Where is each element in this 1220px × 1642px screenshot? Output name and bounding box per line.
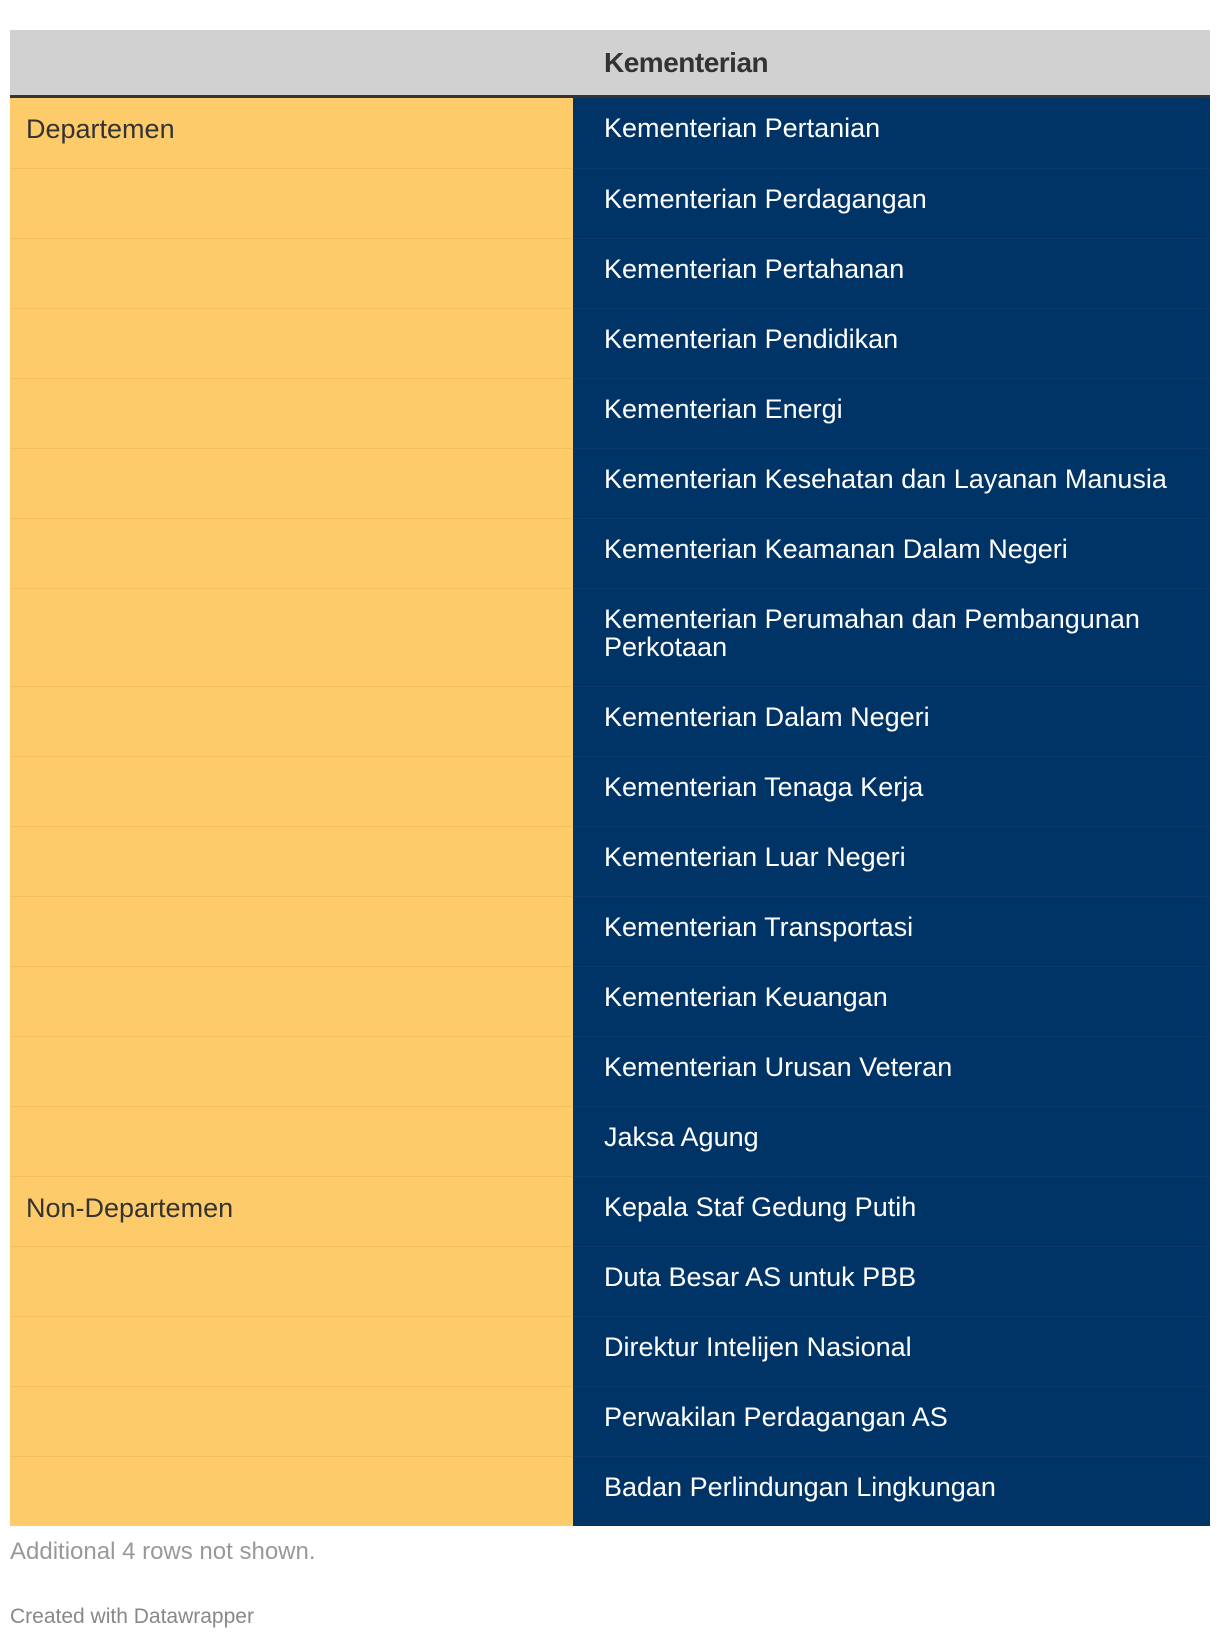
ministry-cell: Kementerian Pertahanan bbox=[573, 238, 1210, 308]
ministry-cell: Kementerian Tenaga Kerja bbox=[573, 756, 1210, 826]
category-cell bbox=[10, 448, 573, 518]
table-row bbox=[10, 1036, 1210, 1106]
category-cell bbox=[10, 378, 573, 448]
table-row bbox=[10, 1316, 1210, 1386]
credit-line: Created with Datawrapper bbox=[10, 1605, 254, 1628]
category-cell bbox=[10, 168, 573, 238]
category-cell bbox=[10, 1456, 573, 1526]
category-cell bbox=[10, 518, 573, 588]
ministry-cell: Kementerian Perdagangan bbox=[573, 168, 1210, 238]
table-row bbox=[10, 896, 1210, 966]
table-row bbox=[10, 238, 1210, 308]
table-header bbox=[10, 30, 1210, 98]
ministry-cell: Kementerian Kesehatan dan Layanan Manusia bbox=[573, 448, 1210, 518]
ministry-cell: Kementerian Perumahan dan Pembangunan Perkotaan bbox=[573, 588, 1210, 686]
ministry-cell: Direktur Intelijen Nasional bbox=[573, 1316, 1210, 1386]
table-row bbox=[10, 168, 1210, 238]
category-cell bbox=[10, 1036, 573, 1106]
category-cell bbox=[10, 686, 573, 756]
ministry-cell: Perwakilan Perdagangan AS bbox=[573, 1386, 1210, 1456]
ministries-table bbox=[10, 30, 1210, 1526]
category-cell: Non-Departemen bbox=[10, 1176, 573, 1246]
category-cell bbox=[10, 966, 573, 1036]
table-row bbox=[10, 98, 1210, 168]
table-row bbox=[10, 756, 1210, 826]
ministry-cell: Badan Perlindungan Lingkungan bbox=[573, 1456, 1210, 1526]
category-cell bbox=[10, 308, 573, 378]
table-row bbox=[10, 966, 1210, 1036]
table-row bbox=[10, 518, 1210, 588]
category-cell bbox=[10, 826, 573, 896]
header-cell-ministry: Kementerian bbox=[604, 46, 769, 78]
ministry-cell: Jaksa Agung bbox=[573, 1106, 1210, 1176]
table-row bbox=[10, 308, 1210, 378]
ministry-cell: Duta Besar AS untuk PBB bbox=[573, 1246, 1210, 1316]
table-row bbox=[10, 1106, 1210, 1176]
category-cell bbox=[10, 896, 573, 966]
ministry-cell: Kementerian Transportasi bbox=[573, 896, 1210, 966]
category-cell bbox=[10, 588, 573, 686]
table-row bbox=[10, 826, 1210, 896]
table-row bbox=[10, 378, 1210, 448]
ministry-cell: Kementerian Pertanian bbox=[573, 98, 1210, 168]
table-body bbox=[10, 98, 1210, 1526]
table-note: Additional 4 rows not shown. bbox=[10, 1538, 316, 1565]
category-cell bbox=[10, 1106, 573, 1176]
table-row bbox=[10, 1176, 1210, 1246]
table-row bbox=[10, 1456, 1210, 1526]
header-cell-category bbox=[10, 30, 573, 95]
table-row bbox=[10, 686, 1210, 756]
category-cell bbox=[10, 1386, 573, 1456]
table-row bbox=[10, 1386, 1210, 1456]
category-cell bbox=[10, 238, 573, 308]
category-cell bbox=[10, 1316, 573, 1386]
table-row bbox=[10, 448, 1210, 518]
ministry-cell: Kementerian Energi bbox=[573, 378, 1210, 448]
category-cell bbox=[10, 1246, 573, 1316]
category-cell bbox=[10, 756, 573, 826]
ministry-cell: Kementerian Dalam Negeri bbox=[573, 686, 1210, 756]
category-cell: Departemen bbox=[10, 98, 573, 168]
ministry-cell: Kepala Staf Gedung Putih bbox=[573, 1176, 1210, 1246]
ministry-cell: Kementerian Pendidikan bbox=[573, 308, 1210, 378]
ministry-cell: Kementerian Luar Negeri bbox=[573, 826, 1210, 896]
ministry-cell: Kementerian Urusan Veteran bbox=[573, 1036, 1210, 1106]
table-row bbox=[10, 588, 1210, 686]
table-row bbox=[10, 1246, 1210, 1316]
ministry-cell: Kementerian Keuangan bbox=[573, 966, 1210, 1036]
ministry-cell: Kementerian Keamanan Dalam Negeri bbox=[573, 518, 1210, 588]
